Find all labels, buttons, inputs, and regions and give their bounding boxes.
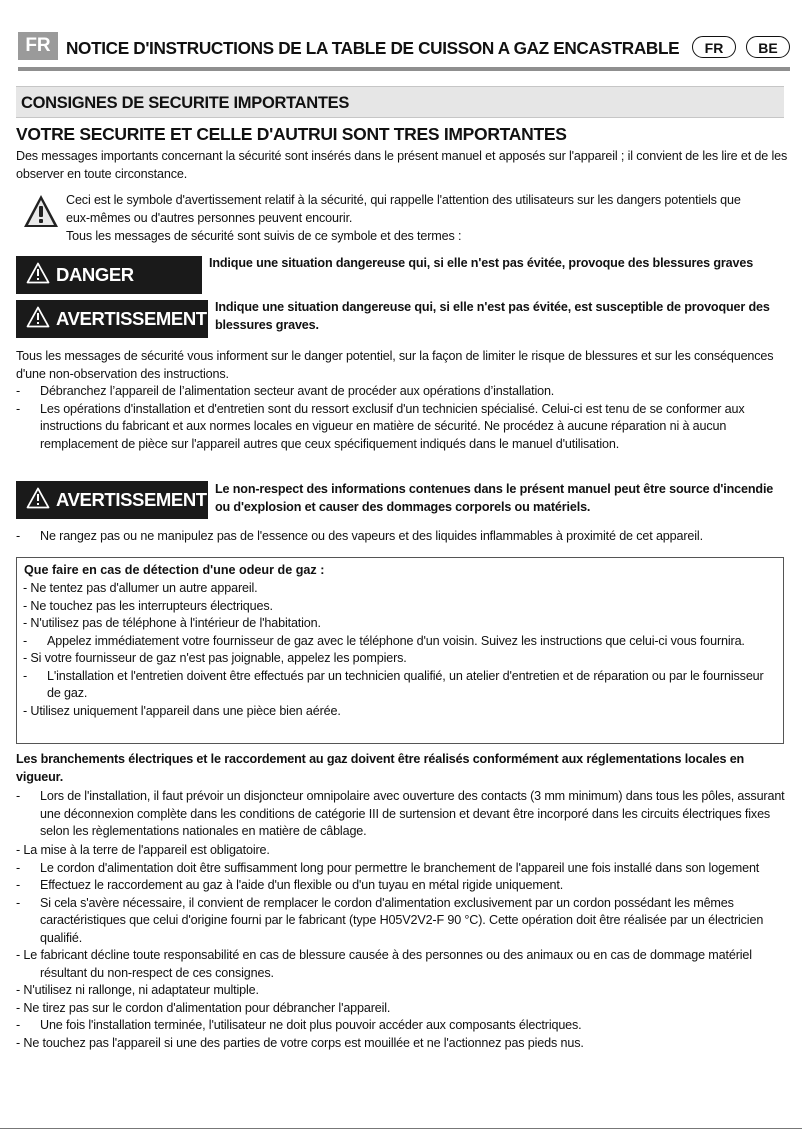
language-tag: FR [18, 32, 58, 60]
header-divider [18, 67, 790, 71]
list-item: - La mise à la terre de l'appareil est obligatoire. [16, 843, 270, 857]
footer-divider [0, 1128, 802, 1129]
list-item: - Le cordon d'alimentation doit être suffisamment long pour permettre le branchement de l'appareil une fois installé dans son logement [16, 860, 760, 875]
list-item: - Débranchez l’appareil de l’alimentation secteur avant de procéder aux opérations d’installation. [16, 384, 555, 398]
document-header [18, 32, 790, 68]
list-item: - Lors de l'installation, il faut prévoir un disjoncteur omnipolaire avec ouverture des contacts (3 mm minimum) dans tous les pôles, assurant une déconnexion complète dans les conditions de catégorie III de surtension et devant être incorporé dans les circuits électriques fixes selon les règlementations nationales en matière de câblage. [16, 789, 785, 838]
section-title: CONSIGNES DE SECURITE IMPORTANTES [21, 94, 350, 112]
list-item: - Ne touchez pas les interrupteurs électriques. [23, 598, 273, 613]
warning-badge [16, 300, 208, 338]
list-item: - Appelez immédiatement votre fournisseur de gaz avec le téléphone d'un voisin. Suivez les instructions que celui-ci vous fournira. [23, 633, 745, 648]
language-badge-fr: FR [692, 36, 736, 58]
list-item: - N'utilisez ni rallonge, ni adaptateur multiple. [16, 983, 259, 997]
list-item: - Ne tentez pas d'allumer un autre appareil. [23, 581, 258, 595]
danger-label: DANGER [56, 264, 134, 285]
warning-badge-2 [16, 481, 208, 519]
warning-label: AVERTISSEMENT [56, 308, 207, 329]
installation-list [16, 383, 788, 453]
list-item: - Effectuez le raccordement au gaz à l'aide d'un flexible ou d'un tuyau en métal rigide uniquement. [16, 878, 564, 892]
warning-triangle-icon [26, 262, 50, 284]
section-band [16, 86, 784, 118]
list-item: - Une fois l'installation terminée, l'utilisateur ne doit plus pouvoir accéder aux composants électriques. [16, 1018, 582, 1032]
flammables-list [16, 528, 790, 546]
list-item: - Si votre fournisseur de gaz n'est pas joignable, appelez les pompiers. [23, 651, 407, 665]
list-item: - L'installation et l'entretien doivent être effectués par un technicien qualifié, un atelier d'entretien et de réparation ou par le fournisseur de gaz. [23, 668, 764, 700]
language-badge-be: BE [746, 36, 790, 58]
list-item: - Si cela s'avère nécessaire, il convient de remplacer le cordon d'alimentation exclusivement par un cordon possédant les mêmes caractéristiques que celui d'origine fourni par le fabricant (type H05V2V2-F 90 °C). Cette opération doit être réalisée par un électricien qualifié. [16, 895, 764, 945]
warning-label-2: AVERTISSEMENT [56, 489, 207, 510]
circuit-breaker-list [16, 788, 788, 841]
warning-triangle-icon [26, 487, 50, 509]
intro-paragraph: Des messages importants concernant la sécurité sont insérés dans le présent manuel et apposés sur l'appareil ; il convient de les lire et de les observer en toute circonstance. [16, 149, 788, 181]
main-heading: VOTRE SECURITE ET CELLE D'AUTRUI SONT TRES IMPORTANTES [16, 124, 567, 144]
warning-description: Indique une situation dangereuse qui, si elle n'est pas évitée, est susceptible de provoquer des blessures graves. [215, 300, 770, 332]
danger-description: Indique une situation dangereuse qui, si elle n'est pas évitée, provoque des blessures graves [209, 256, 754, 270]
gas-odour-title: Que faire en cas de détection d'une odeur de gaz : [24, 563, 325, 577]
gas-odour-box [16, 557, 784, 744]
gas-odour-list [23, 580, 778, 720]
list-item: - Utilisez uniquement l'appareil dans une pièce bien aérée. [23, 703, 341, 718]
list-item: - Ne touchez pas l'appareil si une des parties de votre corps est mouillée et ne l'actionnez pas pieds nus. [16, 1035, 584, 1050]
warning-description-2: Le non-respect des informations contenues dans le présent manuel peut être source d'incendie ou d'explosion et causer des dommages corporels ou matériels. [215, 482, 774, 514]
electrical-heading: Les branchements électriques et le raccordement au gaz doivent être réalisés conformément aux réglementations locales en vigueur. [16, 752, 745, 784]
electrical-list [16, 842, 788, 1052]
warning-triangle-icon [23, 194, 59, 228]
symbol-terms-intro: Tous les messages de sécurité sont suivis de ce symbole et des termes : [66, 229, 462, 243]
list-item: - Ne rangez pas ou ne manipulez pas de l'essence ou des vapeurs et des liquides inflammables à proximité de cet appareil. [16, 529, 703, 543]
list-item: - Ne tirez pas sur le cordon d'alimentation pour débrancher l'appareil. [16, 1000, 391, 1015]
danger-badge [16, 256, 202, 294]
list-item: - Le fabricant décline toute responsabilité en cas de blessure causée à des personnes ou des animaux ou en cas de dommage matériel résultant du non-respect de ces consignes. [16, 948, 752, 980]
warning-triangle-icon [26, 306, 50, 328]
list-item: - N'utilisez pas de téléphone à l'intérieur de l'habitation. [23, 616, 321, 630]
document-title: NOTICE D'INSTRUCTIONS DE LA TABLE DE CUISSON A GAZ ENCASTRABLE [66, 38, 680, 58]
safety-messages-paragraph: Tous les messages de sécurité vous informent sur le danger potentiel, sur la façon de limiter le risque de blessures et sur les conséquences d'une non-observation des instructions. [16, 349, 774, 381]
list-item: - Les opérations d'installation et d'entretien sont du ressort exclusif d'un technicien spécialisé. Celui-ci est tenu de se conformer aux instructions du fabricant et aux normes locales en vigueur en matière de sécurité. Ne procédez à aucune réparation ni à aucun remplacement de pièce sur l'appareil autres que ceux spécifiquement indiqués dans le manuel d'utilisation. [16, 401, 745, 451]
symbol-explanation: Ceci est le symbole d'avertissement relatif à la sécurité, qui rappelle l'attention des utilisateurs sur les dangers potentiels que eux-mêmes ou d'autres personnes peuvent encourir. [66, 193, 741, 225]
